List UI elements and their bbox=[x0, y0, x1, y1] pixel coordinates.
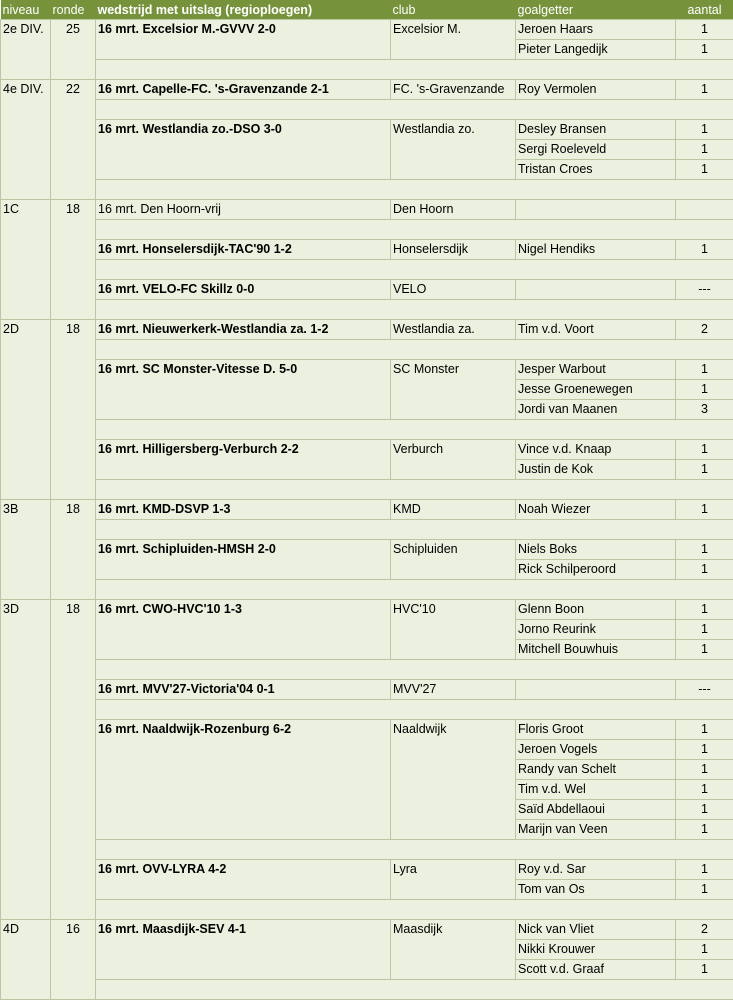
count-cell: 1 bbox=[676, 880, 733, 900]
club-cell: HVC'10 bbox=[391, 600, 516, 660]
scorer-cell: Marijn van Veen bbox=[516, 820, 676, 840]
spacer-cell bbox=[96, 480, 733, 500]
spacer-cell bbox=[96, 60, 733, 80]
count-cell: 1 bbox=[676, 740, 733, 760]
scorer-cell: Mitchell Bouwhuis bbox=[516, 640, 676, 660]
club-cell: Honselersdijk bbox=[391, 240, 516, 260]
count-cell: 1 bbox=[676, 860, 733, 880]
club-cell: SC Monster bbox=[391, 360, 516, 420]
spacer-row bbox=[1, 60, 733, 80]
club-cell: Verburch bbox=[391, 440, 516, 480]
count-cell: 1 bbox=[676, 960, 733, 980]
spacer-row bbox=[1, 100, 733, 120]
scorer-cell bbox=[516, 680, 676, 700]
spacer-row bbox=[1, 660, 733, 680]
spacer-cell bbox=[96, 700, 733, 720]
count-cell: 1 bbox=[676, 940, 733, 960]
spacer-cell bbox=[96, 420, 733, 440]
match-cell: 16 mrt. SC Monster-Vitesse D. 5-0 bbox=[96, 360, 391, 420]
table-row bbox=[1, 500, 733, 520]
match-cell: 16 mrt. CWO-HVC'10 1-3 bbox=[96, 600, 391, 660]
match-cell: 16 mrt. OVV-LYRA 4-2 bbox=[96, 860, 391, 900]
count-cell: 1 bbox=[676, 780, 733, 800]
scorer-cell: Jorno Reurink bbox=[516, 620, 676, 640]
spacer-cell bbox=[96, 340, 733, 360]
header-niveau: niveau bbox=[1, 0, 51, 20]
scorer-cell: Roy v.d. Sar bbox=[516, 860, 676, 880]
spacer-cell bbox=[96, 100, 733, 120]
ronde-cell: 18 bbox=[51, 600, 96, 920]
spacer-cell bbox=[96, 180, 733, 200]
scorer-cell: Glenn Boon bbox=[516, 600, 676, 620]
spacer-row bbox=[1, 420, 733, 440]
count-cell: 1 bbox=[676, 760, 733, 780]
table-row bbox=[1, 360, 733, 380]
count-cell: 1 bbox=[676, 820, 733, 840]
count-cell: 1 bbox=[676, 620, 733, 640]
spacer-row bbox=[1, 900, 733, 920]
club-cell: VELO bbox=[391, 280, 516, 300]
club-cell: Lyra bbox=[391, 860, 516, 900]
spacer-row bbox=[1, 580, 733, 600]
scorer-cell: Jesper Warbout bbox=[516, 360, 676, 380]
count-cell: 1 bbox=[676, 600, 733, 620]
ronde-cell: 22 bbox=[51, 80, 96, 200]
table-row bbox=[1, 20, 733, 40]
spacer-row bbox=[1, 180, 733, 200]
scorer-cell: Sergi Roeleveld bbox=[516, 140, 676, 160]
spacer-row bbox=[1, 220, 733, 240]
scorer-cell: Desley Bransen bbox=[516, 120, 676, 140]
scorer-cell: Niels Boks bbox=[516, 540, 676, 560]
count-cell: 1 bbox=[676, 360, 733, 380]
count-cell: 2 bbox=[676, 920, 733, 940]
match-cell: 16 mrt. VELO-FC Skillz 0-0 bbox=[96, 280, 391, 300]
spacer-cell bbox=[96, 660, 733, 680]
count-cell: 1 bbox=[676, 80, 733, 100]
count-cell: 1 bbox=[676, 720, 733, 740]
club-cell: Naaldwijk bbox=[391, 720, 516, 840]
spacer-row bbox=[1, 520, 733, 540]
table-row bbox=[1, 600, 733, 620]
count-cell: 1 bbox=[676, 40, 733, 60]
club-cell: Den Hoorn bbox=[391, 200, 516, 220]
match-cell: 16 mrt. Den Hoorn-vrij bbox=[96, 200, 391, 220]
scorer-cell: Nigel Hendiks bbox=[516, 240, 676, 260]
table-row bbox=[1, 280, 733, 300]
count-cell: 1 bbox=[676, 160, 733, 180]
spacer-cell bbox=[96, 520, 733, 540]
count-cell: 1 bbox=[676, 560, 733, 580]
match-cell: 16 mrt. Schipluiden-HMSH 2-0 bbox=[96, 540, 391, 580]
club-cell: FC. 's-Gravenzande bbox=[391, 80, 516, 100]
scorer-cell bbox=[516, 280, 676, 300]
spacer-row bbox=[1, 300, 733, 320]
spacer-cell bbox=[96, 300, 733, 320]
ronde-cell: 18 bbox=[51, 320, 96, 500]
spacer-row bbox=[1, 340, 733, 360]
scorer-cell: Pieter Langedijk bbox=[516, 40, 676, 60]
spacer-cell bbox=[96, 900, 733, 920]
scorer-cell: Tim v.d. Wel bbox=[516, 780, 676, 800]
table-row bbox=[1, 120, 733, 140]
count-cell: 1 bbox=[676, 140, 733, 160]
match-cell: 16 mrt. KMD-DSVP 1-3 bbox=[96, 500, 391, 520]
club-cell: MVV'27 bbox=[391, 680, 516, 700]
header-match: wedstrijd met uitslag (regioploegen) bbox=[96, 0, 391, 20]
spacer-cell bbox=[96, 840, 733, 860]
niveau-cell: 1C bbox=[1, 200, 51, 320]
spacer-cell bbox=[96, 580, 733, 600]
header-ronde: ronde bbox=[51, 0, 96, 20]
count-cell: 1 bbox=[676, 500, 733, 520]
scorer-cell: Scott v.d. Graaf bbox=[516, 960, 676, 980]
scorer-cell: Noah Wiezer bbox=[516, 500, 676, 520]
header-scorer: goalgetter bbox=[516, 0, 676, 20]
spacer-row bbox=[1, 260, 733, 280]
header-row bbox=[1, 0, 733, 20]
scorer-cell: Randy van Schelt bbox=[516, 760, 676, 780]
scorer-cell: Floris Groot bbox=[516, 720, 676, 740]
table-row bbox=[1, 680, 733, 700]
results-body bbox=[1, 20, 733, 1000]
match-cell: 16 mrt. MVV'27-Victoria'04 0-1 bbox=[96, 680, 391, 700]
scorer-cell: Jeroen Haars bbox=[516, 20, 676, 40]
spacer-cell bbox=[96, 220, 733, 240]
scorer-cell: Rick Schilperoord bbox=[516, 560, 676, 580]
club-cell: Excelsior M. bbox=[391, 20, 516, 60]
scorer-cell: Roy Vermolen bbox=[516, 80, 676, 100]
header-count: aantal bbox=[676, 0, 733, 20]
ronde-cell: 16 bbox=[51, 920, 96, 1000]
count-cell bbox=[676, 200, 733, 220]
count-cell: 3 bbox=[676, 400, 733, 420]
header-club: club bbox=[391, 0, 516, 20]
scorer-cell: Nikki Krouwer bbox=[516, 940, 676, 960]
count-cell: 1 bbox=[676, 800, 733, 820]
table-row bbox=[1, 720, 733, 740]
spacer-row bbox=[1, 700, 733, 720]
count-cell: --- bbox=[676, 680, 733, 700]
club-cell: Westlandia zo. bbox=[391, 120, 516, 180]
scorer-cell: Tristan Croes bbox=[516, 160, 676, 180]
spacer-row bbox=[1, 480, 733, 500]
scorer-cell: Jordi van Maanen bbox=[516, 400, 676, 420]
scorer-cell: Jesse Groenewegen bbox=[516, 380, 676, 400]
table-row bbox=[1, 80, 733, 100]
niveau-cell: 3B bbox=[1, 500, 51, 600]
scorer-cell: Justin de Kok bbox=[516, 460, 676, 480]
ronde-cell: 18 bbox=[51, 200, 96, 320]
club-cell: KMD bbox=[391, 500, 516, 520]
niveau-cell: 3D bbox=[1, 600, 51, 920]
count-cell: 1 bbox=[676, 120, 733, 140]
scorer-cell bbox=[516, 200, 676, 220]
scorer-cell: Tom van Os bbox=[516, 880, 676, 900]
spacer-row bbox=[1, 840, 733, 860]
table-row bbox=[1, 200, 733, 220]
table-row bbox=[1, 320, 733, 340]
club-cell: Schipluiden bbox=[391, 540, 516, 580]
count-cell: 1 bbox=[676, 540, 733, 560]
count-cell: 1 bbox=[676, 20, 733, 40]
table-row bbox=[1, 860, 733, 880]
spacer-cell bbox=[96, 980, 733, 1000]
match-cell: 16 mrt. Westlandia zo.-DSO 3-0 bbox=[96, 120, 391, 180]
spacer-row bbox=[1, 980, 733, 1000]
niveau-cell: 2e DIV. bbox=[1, 20, 51, 80]
scorer-cell: Saïd Abdellaoui bbox=[516, 800, 676, 820]
club-cell: Maasdijk bbox=[391, 920, 516, 980]
spacer-cell bbox=[96, 260, 733, 280]
niveau-cell: 4e DIV. bbox=[1, 80, 51, 200]
table-row bbox=[1, 920, 733, 940]
count-cell: 1 bbox=[676, 440, 733, 460]
match-cell: 16 mrt. Hilligersberg-Verburch 2-2 bbox=[96, 440, 391, 480]
scorer-cell: Tim v.d. Voort bbox=[516, 320, 676, 340]
scorer-cell: Jeroen Vogels bbox=[516, 740, 676, 760]
ronde-cell: 18 bbox=[51, 500, 96, 600]
count-cell: 2 bbox=[676, 320, 733, 340]
table-row bbox=[1, 240, 733, 260]
table-row bbox=[1, 440, 733, 460]
niveau-cell: 4D bbox=[1, 920, 51, 1000]
count-cell: 1 bbox=[676, 460, 733, 480]
match-cell: 16 mrt. Nieuwerkerk-Westlandia za. 1-2 bbox=[96, 320, 391, 340]
count-cell: --- bbox=[676, 280, 733, 300]
ronde-cell: 25 bbox=[51, 20, 96, 80]
count-cell: 1 bbox=[676, 240, 733, 260]
count-cell: 1 bbox=[676, 380, 733, 400]
match-cell: 16 mrt. Maasdijk-SEV 4-1 bbox=[96, 920, 391, 980]
club-cell: Westlandia za. bbox=[391, 320, 516, 340]
match-cell: 16 mrt. Capelle-FC. 's-Gravenzande 2-1 bbox=[96, 80, 391, 100]
match-cell: 16 mrt. Honselersdijk-TAC'90 1-2 bbox=[96, 240, 391, 260]
table-row bbox=[1, 540, 733, 560]
scorer-cell: Vince v.d. Knaap bbox=[516, 440, 676, 460]
match-cell: 16 mrt. Naaldwijk-Rozenburg 6-2 bbox=[96, 720, 391, 840]
count-cell: 1 bbox=[676, 640, 733, 660]
niveau-cell: 2D bbox=[1, 320, 51, 500]
match-cell: 16 mrt. Excelsior M.-GVVV 2-0 bbox=[96, 20, 391, 60]
scorer-cell: Nick van Vliet bbox=[516, 920, 676, 940]
